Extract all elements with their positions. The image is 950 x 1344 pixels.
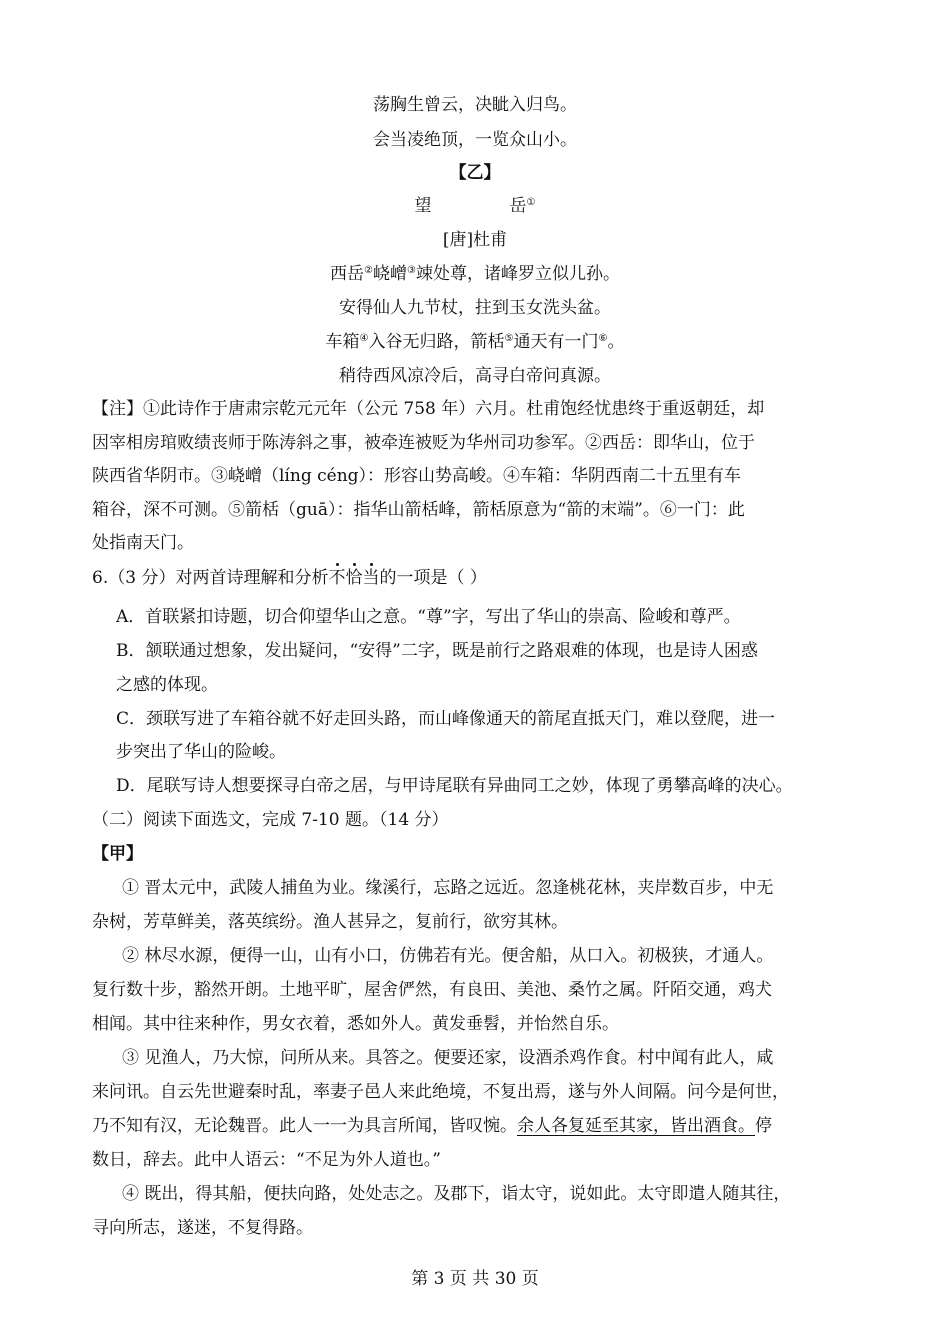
passage-line: ① 晋太元中，武陵人捕鱼为业。缘溪行，忘路之远近。忽逢桃花林，夹岸数百步，中无 (122, 878, 774, 898)
question-text: 6.（3 分）对两首诗理解和分析 (92, 568, 329, 588)
passage-line: ② 林尽水源，便得一山，山有小口，仿佛若有光。便舍船，从口入。初极狭，才通人。 (122, 946, 774, 966)
note-line: 陕西省华阴市。③峣嶒（líng céng）：形容山势高峻。④车箱：华阴西南二十五里有车 (92, 466, 742, 486)
footnote-mark: ⑥ (598, 333, 608, 344)
passage-line: 复行数十步，豁然开朗。土地平旷，屋舍俨然，有良田、美池、桑竹之属。阡陌交通，鸡犬 (92, 980, 772, 1000)
poem-text: 入谷无归路，箭栝 (368, 332, 505, 352)
poem-text: 。 (607, 332, 625, 352)
page-number: 第 3 页 共 30 页 (411, 1269, 539, 1289)
passage-line (92, 1111, 772, 1136)
poem-a-line: 荡胸生曾云，决眦入归鸟。 (373, 95, 577, 115)
option-b: B．颔联通过想象，发出疑问，“安得”二字，既是前行之路艰难的体现，也是诗人困惑 (116, 641, 758, 661)
section-heading: （二）阅读下面选文，完成 7-10 题。（14 分） (92, 810, 449, 830)
poem-b-label: 【乙】 (449, 163, 501, 183)
emphasis-char: 当 (362, 568, 380, 588)
emphasis-char: 不 (328, 568, 346, 588)
footnote-mark: ④ (359, 333, 369, 344)
poem-b-line: 稍待西风凉冷后，高寻白帝问真源。 (339, 366, 611, 386)
passage-label: 【甲】 (92, 844, 143, 864)
poem-b-author: [唐]杜甫 (442, 230, 508, 250)
poem-b-title (0, 191, 950, 216)
emphasis-char: 恰 (345, 568, 363, 588)
option-c-cont: 步突出了华山的险峻。 (116, 742, 286, 762)
option-a: A．首联紧扣诗题，切合仰望华山之意。“尊”字，写出了华山的崇高、险峻和尊严。 (116, 607, 741, 627)
option-d: D．尾联写诗人想要探寻白帝之居，与甲诗尾联有异曲同工之妙，体现了勇攀高峰的决心。 (116, 776, 793, 796)
poem-text: 竦处尊，诸峰罗立似儿孙。 (415, 264, 620, 284)
note-line: 因宰相房琯败绩丧师于陈涛斜之事，被牵连被贬为华州司功参军。②西岳：即华山，位于 (92, 433, 755, 453)
option-b-cont: 之感的体现。 (116, 675, 218, 695)
poem-b-line: 安得仙人九节杖，拄到玉女洗头盆。 (339, 298, 611, 318)
option-c: C．颈联写进了车箱谷就不好走回头路，而山峰像通天的箭尾直抵天门，难以登爬，进一 (116, 709, 776, 729)
note-line: 处指南天门。 (92, 533, 194, 553)
title-char: 望 (414, 196, 432, 216)
poem-a-line: 会当凌绝顶，一览众山小。 (373, 130, 577, 150)
question-text: 的一项是（ ） (379, 568, 487, 588)
poem-text: 西岳 (330, 264, 365, 284)
note-line: 箱谷，深不可测。⑤箭栝（guā）：指华山箭栝峰，箭栝原意为“箭的末端”。⑥一门：此 (92, 500, 745, 520)
poem-b-line (0, 327, 950, 352)
passage-text: 停 (755, 1116, 772, 1136)
passage-line: 来问讯。自云先世避秦时乱，率妻子邑人来此绝境，不复出焉，遂与外人间隔。问今是何世， (92, 1082, 789, 1102)
footnote-mark: ② (364, 265, 373, 276)
note-line: 【注】①此诗作于唐肃宗乾元元年（公元 758 年）六月。杜甫饱经忧患终于重返朝廷，却 (92, 399, 765, 419)
footnote-mark: ⑤ (504, 333, 514, 344)
poem-b-line (0, 259, 950, 284)
passage-line: 相闻。其中往来种作，男女衣着，悉如外人。黄发垂髫，并怡然自乐。 (92, 1014, 619, 1034)
passage-line: 数日，辞去。此中人语云：“不足为外人道也。” (92, 1150, 441, 1170)
underlined-sentence: 余人各复延至其家，皆出酒食。 (517, 1116, 755, 1136)
poem-text: 峣嶒 (373, 264, 407, 284)
footnote-mark: ③ (407, 265, 416, 276)
question-6-stem (92, 563, 487, 588)
title-char: 岳 (509, 196, 527, 216)
passage-text: 乃不知有汉，无论魏晋。此人一一为具言所闻，皆叹惋。 (92, 1116, 517, 1136)
poem-text: 通天有一门 (513, 332, 599, 352)
passage-line: ④ 既出，得其船，便扶向路，处处志之。及郡下，诣太守，说如此。太守即遣人随其往， (122, 1184, 791, 1204)
passage-line: ③ 见渔人，乃大惊，问所从来。具答之。便要还家，设酒杀鸡作食。村中闻有此人，咸 (122, 1048, 774, 1068)
passage-line: 杂树，芳草鲜美，落英缤纷。渔人甚异之，复前行，欲穷其林。 (92, 912, 568, 932)
poem-text: 车箱 (325, 332, 360, 352)
footnote-mark: ① (526, 197, 536, 208)
passage-line: 寻向所志，遂迷，不复得路。 (92, 1218, 313, 1238)
